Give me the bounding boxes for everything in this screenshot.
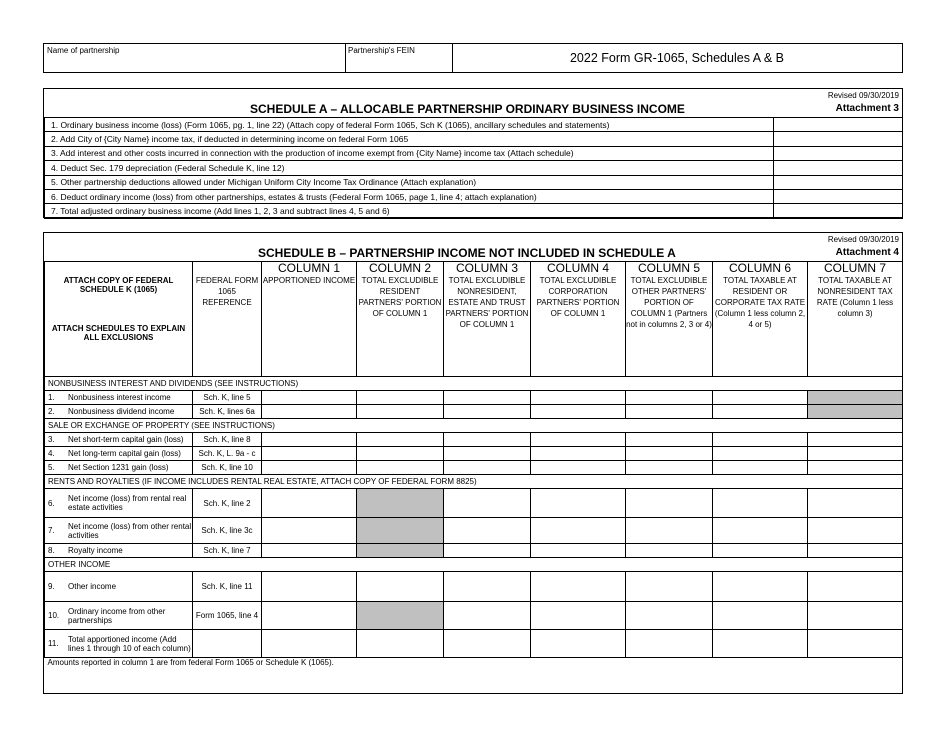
footer-row [45,658,903,687]
amount-field[interactable] [626,433,713,447]
section-heading: SALE OR EXCHANGE OF PROPERTY (SEE INSTRUCTIONS) [45,419,903,433]
column-2-header: COLUMN 2 TOTAL EXCLUDIBLE RESIDENT PARTNERS' PORTION OF COLUMN 1 [357,262,444,377]
reference-column-header: FEDERAL FORM 1065 REFERENCE [193,262,262,377]
section-row [45,419,903,433]
line-reference: Sch. K, line 5 [193,391,262,405]
amount-field[interactable] [262,630,357,658]
line-reference [193,630,262,658]
schedule-a-amount-field[interactable] [774,118,903,132]
amount-field[interactable] [357,461,444,475]
line-label: 3. Net short-term capital gain (loss) [45,433,193,447]
amount-field[interactable] [626,461,713,475]
amount-field[interactable] [531,391,626,405]
amount-field[interactable] [808,489,903,518]
line-label: 2. Nonbusiness dividend income [45,405,193,419]
table-row [45,161,903,175]
amount-field[interactable] [262,433,357,447]
amount-field[interactable] [531,433,626,447]
amount-field[interactable] [626,572,713,602]
column-1-header: COLUMN 1 APPORTIONED INCOME [262,262,357,377]
line-reference: Sch. K, line 11 [193,572,262,602]
amount-field[interactable] [626,630,713,658]
amount-field[interactable] [262,572,357,602]
column-3-header: COLUMN 3 TOTAL EXCLUDIBLE NONRESIDENT, ESTATE AND TRUST PARTNERS' PORTION OF COLUMN 1 [444,262,531,377]
amount-field[interactable] [808,630,903,658]
schedule-a-table [44,117,903,219]
amount-field[interactable] [262,602,357,630]
amount-field[interactable] [444,630,531,658]
amount-field[interactable] [444,405,531,419]
line-label: 8. Royalty income [45,544,193,558]
table-row [45,544,903,558]
amount-field[interactable] [713,405,808,419]
section-heading: RENTS AND ROYALTIES (IF INCOME INCLUDES RENTAL REAL ESTATE, ATTACH COPY OF FEDERAL FORM 8825) [45,475,903,489]
shaded-cell [357,544,444,558]
amount-field[interactable] [262,391,357,405]
shaded-cell [357,489,444,518]
shaded-cell [357,602,444,630]
table-row [45,118,903,132]
schedule-a-title: SCHEDULE A – ALLOCABLE PARTNERSHIP ORDINARY BUSINESS INCOME [250,102,685,116]
table-row [45,405,903,419]
amount-field[interactable] [626,391,713,405]
line-label: 11. Total apportioned income (Add lines 1 through 10 of each column) [45,630,193,658]
table-row [45,204,903,218]
table-row [45,630,903,658]
line-label: 7. Net income (loss) from other rental activities [45,518,193,544]
amount-field[interactable] [626,602,713,630]
schedule-a-line-label: 2. Add City of {City Name} income tax, if deducted in determining income on federal Form 1065 [45,132,774,146]
schedule-a-line-label: 3. Add interest and other costs incurred in connection with the production of income exempt from {City Name} income tax (Attach schedule) [45,146,774,160]
schedule-a [43,88,903,218]
amount-field[interactable] [262,489,357,518]
schedule-a-line-label: 1. Ordinary business income (loss) (Form 1065, pg. 1, line 22) (Attach copy of federal Form 1065, Sch K (1065), ancillary schedules and statements) [45,118,774,132]
fein-field[interactable] [345,44,453,72]
table-row [45,175,903,189]
amount-field[interactable] [444,461,531,475]
schedule-b-attachment: Attachment 4 [835,247,899,258]
table-row [45,447,903,461]
fein-label: Partnership's FEIN [348,46,415,55]
amount-field[interactable] [808,572,903,602]
amount-field[interactable] [444,433,531,447]
table-row [45,433,903,447]
section-row [45,377,903,391]
section-heading: OTHER INCOME [45,558,903,572]
amount-field[interactable] [626,544,713,558]
amount-field[interactable] [713,572,808,602]
attach-instructions [45,262,193,377]
amount-field[interactable] [713,602,808,630]
column-6-header: COLUMN 6 TOTAL TAXABLE AT RESIDENT OR CORPORATE TAX RATE (Column 1 less column 2, 4 or 5) [713,262,808,377]
amount-field[interactable] [531,572,626,602]
amount-field[interactable] [626,405,713,419]
partnership-header [43,43,903,73]
table-row [45,132,903,146]
amount-field[interactable] [531,602,626,630]
amount-field[interactable] [262,461,357,475]
amount-field[interactable] [444,544,531,558]
schedule-a-attachment: Attachment 3 [835,103,899,114]
amount-field[interactable] [444,391,531,405]
amount-field[interactable] [357,572,444,602]
schedule-a-amount-field[interactable] [774,146,903,160]
footer-note: Amounts reported in column 1 are from federal Form 1065 or Schedule K (1065). [47,658,334,667]
amount-field[interactable] [262,447,357,461]
partnership-name-field[interactable] [44,44,346,72]
amount-field[interactable] [626,447,713,461]
amount-field[interactable] [713,518,808,544]
line-label: 1. Nonbusiness interest income [45,391,193,405]
schedule-a-amount-field[interactable] [774,132,903,146]
schedule-a-line-label: 7. Total adjusted ordinary business income (Add lines 1, 2, 3 and subtract lines 4, 5 and 6) [45,204,774,218]
amount-field[interactable] [357,433,444,447]
amount-field[interactable] [808,461,903,475]
line-reference: Sch. K, L. 9a - c [193,447,262,461]
amount-field[interactable] [808,518,903,544]
schedule-a-amount-field[interactable] [774,161,903,175]
partnership-name-label: Name of partnership [47,46,120,55]
table-row [45,572,903,602]
amount-field[interactable] [713,461,808,475]
table-row [45,602,903,630]
amount-field[interactable] [531,489,626,518]
amount-field[interactable] [626,489,713,518]
line-label: 9. Other income [45,572,193,602]
schedule-a-line-label: 6. Deduct ordinary income (loss) from other partnerships, estates & trusts (Federal Form 1065, page 1, line 4; attach explanation) [45,189,774,203]
schedule-a-amount-field[interactable] [774,175,903,189]
schedule-b-revised: Revised 09/30/2019 [827,235,899,244]
amount-field[interactable] [713,544,808,558]
amount-field[interactable] [808,433,903,447]
amount-field[interactable] [713,489,808,518]
amount-field[interactable] [444,489,531,518]
schedule-a-amount-field[interactable] [774,189,903,203]
table-row [45,518,903,544]
amount-field[interactable] [808,544,903,558]
amount-field[interactable] [444,518,531,544]
amount-field[interactable] [713,630,808,658]
amount-field[interactable] [531,447,626,461]
attach-schedule-k-note: ATTACH COPY OF FEDERAL SCHEDULE K (1065) [63,276,174,294]
schedule-a-line-label: 4. Deduct Sec. 179 depreciation (Federal Schedule K, line 12) [45,161,774,175]
amount-field[interactable] [262,405,357,419]
schedule-b-title: SCHEDULE B – PARTNERSHIP INCOME NOT INCLUDED IN SCHEDULE A [258,246,676,260]
form-title: 2022 Form GR-1065, Schedules A & B [569,51,784,65]
table-row [45,189,903,203]
schedule-b [43,232,903,694]
line-reference: Sch. K, line 3c [193,518,262,544]
amount-field[interactable] [262,518,357,544]
amount-field[interactable] [444,572,531,602]
line-reference: Sch. K, line 7 [193,544,262,558]
line-label: 4. Net long-term capital gain (loss) [45,447,193,461]
shaded-cell [808,391,903,405]
amount-field[interactable] [357,630,444,658]
amount-field[interactable] [531,544,626,558]
line-label: 10. Ordinary income from other partnerships [45,602,193,630]
amount-field[interactable] [357,391,444,405]
amount-field[interactable] [262,544,357,558]
amount-field[interactable] [531,461,626,475]
shaded-cell [357,518,444,544]
amount-field[interactable] [357,405,444,419]
line-reference: Sch. K, lines 6a [193,405,262,419]
shaded-cell [808,405,903,419]
line-reference: Sch. K, line 8 [193,433,262,447]
table-row [45,461,903,475]
schedule-a-amount-field[interactable] [774,204,903,218]
section-row [45,558,903,572]
amount-field[interactable] [531,405,626,419]
amount-field[interactable] [531,630,626,658]
column-5-header: COLUMN 5 TOTAL EXCLUDIBLE OTHER PARTNERS' PORTION OF COLUMN 1 (Partners not in columns 2, 3 or 4) [626,262,713,377]
table-row [45,489,903,518]
line-reference: Sch. K, line 10 [193,461,262,475]
amount-field[interactable] [444,602,531,630]
column-7-header: COLUMN 7 TOTAL TAXABLE AT NONRESIDENT TAX RATE (Column 1 less column 3) [808,262,903,377]
amount-field[interactable] [713,391,808,405]
line-reference: Sch. K, line 2 [193,489,262,518]
section-row [45,475,903,489]
amount-field[interactable] [357,447,444,461]
column-header-row [45,262,903,377]
amount-field[interactable] [713,433,808,447]
amount-field[interactable] [444,447,531,461]
amount-field[interactable] [626,518,713,544]
table-row [45,391,903,405]
schedule-a-line-label: 5. Other partnership deductions allowed under Michigan Uniform City Income Tax Ordinance (Attach explanation) [45,175,774,189]
table-row [45,146,903,160]
amount-field[interactable] [808,447,903,461]
amount-field[interactable] [808,602,903,630]
line-label: 5. Net Section 1231 gain (loss) [45,461,193,475]
attach-exclusions-note: ATTACH SCHEDULES TO EXPLAIN ALL EXCLUSIONS [51,324,186,342]
line-reference: Form 1065, line 4 [193,602,262,630]
amount-field[interactable] [531,518,626,544]
section-heading: NONBUSINESS INTEREST AND DIVIDENDS (SEE INSTRUCTIONS) [45,377,903,391]
line-label: 6. Net income (loss) from rental real estate activities [45,489,193,518]
schedule-b-table [44,261,903,687]
schedule-a-revised: Revised 09/30/2019 [827,91,899,100]
amount-field[interactable] [713,447,808,461]
column-4-header: COLUMN 4 TOTAL EXCLUDIBLE CORPORATION PARTNERS' PORTION OF COLUMN 1 [531,262,626,377]
